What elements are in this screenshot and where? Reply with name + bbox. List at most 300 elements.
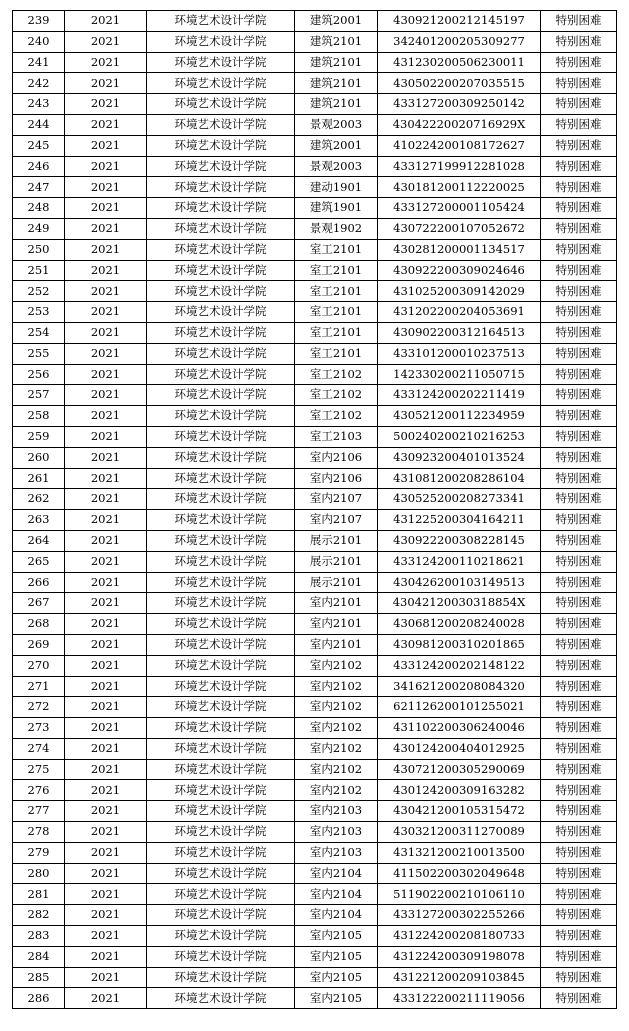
difficulty-level-cell: 特别困难	[541, 634, 617, 655]
difficulty-level-cell: 特别困难	[541, 655, 617, 676]
class-cell: 室工2102	[295, 385, 378, 406]
row-number-cell: 284	[13, 946, 65, 967]
year-cell: 2021	[65, 198, 147, 219]
college-cell: 环境艺术设计学院	[147, 302, 295, 323]
table-row	[13, 655, 617, 676]
row-number-cell: 275	[13, 759, 65, 780]
year-cell: 2021	[65, 218, 147, 239]
row-number-cell: 286	[13, 988, 65, 1009]
college-cell: 环境艺术设计学院	[147, 697, 295, 718]
difficulty-level-cell: 特别困难	[541, 52, 617, 73]
college-cell: 环境艺术设计学院	[147, 946, 295, 967]
college-cell: 环境艺术设计学院	[147, 198, 295, 219]
row-number-cell: 241	[13, 52, 65, 73]
college-cell: 环境艺术设计学院	[147, 926, 295, 947]
row-number-cell: 257	[13, 385, 65, 406]
year-cell: 2021	[65, 73, 147, 94]
class-cell: 室工2101	[295, 281, 378, 302]
year-cell: 2021	[65, 11, 147, 32]
class-cell: 室工2103	[295, 426, 378, 447]
row-number-cell: 246	[13, 156, 65, 177]
college-cell: 环境艺术设计学院	[147, 593, 295, 614]
id-number-cell: 430902200312164513	[378, 322, 541, 343]
college-cell: 环境艺术设计学院	[147, 634, 295, 655]
college-cell: 环境艺术设计学院	[147, 156, 295, 177]
id-number-cell: 430124200404012925	[378, 738, 541, 759]
year-cell: 2021	[65, 343, 147, 364]
table-row	[13, 177, 617, 198]
class-cell: 室工2101	[295, 302, 378, 323]
row-number-cell: 251	[13, 260, 65, 281]
class-cell: 室内2101	[295, 634, 378, 655]
difficulty-level-cell: 特别困难	[541, 905, 617, 926]
year-cell: 2021	[65, 572, 147, 593]
id-number-cell: 431321200210013500	[378, 842, 541, 863]
table-row	[13, 510, 617, 531]
class-cell: 室工2101	[295, 239, 378, 260]
college-cell: 环境艺术设计学院	[147, 530, 295, 551]
class-cell: 建筑1901	[295, 198, 378, 219]
college-cell: 环境艺术设计学院	[147, 759, 295, 780]
class-cell: 室内2101	[295, 614, 378, 635]
class-cell: 室工2102	[295, 406, 378, 427]
year-cell: 2021	[65, 489, 147, 510]
difficulty-level-cell: 特别困难	[541, 364, 617, 385]
row-number-cell: 273	[13, 718, 65, 739]
table-row	[13, 385, 617, 406]
college-cell: 环境艺术设计学院	[147, 426, 295, 447]
year-cell: 2021	[65, 634, 147, 655]
row-number-cell: 253	[13, 302, 65, 323]
college-cell: 环境艺术设计学院	[147, 177, 295, 198]
difficulty-level-cell: 特别困难	[541, 302, 617, 323]
table-row	[13, 551, 617, 572]
row-number-cell: 274	[13, 738, 65, 759]
id-number-cell: 433127200309250142	[378, 94, 541, 115]
college-cell: 环境艺术设计学院	[147, 884, 295, 905]
year-cell: 2021	[65, 156, 147, 177]
table-row	[13, 697, 617, 718]
table-row	[13, 31, 617, 52]
year-cell: 2021	[65, 718, 147, 739]
table-row	[13, 926, 617, 947]
id-number-cell: 433127199912281028	[378, 156, 541, 177]
row-number-cell: 278	[13, 822, 65, 843]
row-number-cell: 260	[13, 447, 65, 468]
row-number-cell: 271	[13, 676, 65, 697]
student-roster-table	[12, 10, 617, 1009]
difficulty-level-cell: 特别困难	[541, 551, 617, 572]
class-cell: 展示2101	[295, 530, 378, 551]
id-number-cell: 430124200309163282	[378, 780, 541, 801]
row-number-cell: 258	[13, 406, 65, 427]
year-cell: 2021	[65, 863, 147, 884]
id-number-cell: 431221200209103845	[378, 967, 541, 988]
year-cell: 2021	[65, 447, 147, 468]
difficulty-level-cell: 特别困难	[541, 281, 617, 302]
college-cell: 环境艺术设计学院	[147, 551, 295, 572]
class-cell: 室内2105	[295, 926, 378, 947]
year-cell: 2021	[65, 676, 147, 697]
difficulty-level-cell: 特别困难	[541, 697, 617, 718]
difficulty-level-cell: 特别困难	[541, 11, 617, 32]
table-row	[13, 156, 617, 177]
id-number-cell: 430923200401013524	[378, 447, 541, 468]
class-cell: 室内2104	[295, 905, 378, 926]
college-cell: 环境艺术设计学院	[147, 842, 295, 863]
difficulty-level-cell: 特别困难	[541, 73, 617, 94]
year-cell: 2021	[65, 530, 147, 551]
college-cell: 环境艺术设计学院	[147, 718, 295, 739]
id-number-cell: 430281200001134517	[378, 239, 541, 260]
year-cell: 2021	[65, 135, 147, 156]
class-cell: 建筑2001	[295, 135, 378, 156]
year-cell: 2021	[65, 260, 147, 281]
table-row	[13, 967, 617, 988]
table-row	[13, 198, 617, 219]
table-row	[13, 73, 617, 94]
difficulty-level-cell: 特别困难	[541, 322, 617, 343]
difficulty-level-cell: 特别困难	[541, 926, 617, 947]
college-cell: 环境艺术设计学院	[147, 322, 295, 343]
difficulty-level-cell: 特别困难	[541, 884, 617, 905]
college-cell: 环境艺术设计学院	[147, 676, 295, 697]
difficulty-level-cell: 特别困难	[541, 343, 617, 364]
id-number-cell: 430921200212145197	[378, 11, 541, 32]
difficulty-level-cell: 特别困难	[541, 530, 617, 551]
id-number-cell: 430181200112220025	[378, 177, 541, 198]
table-row	[13, 988, 617, 1009]
college-cell: 环境艺术设计学院	[147, 281, 295, 302]
table-row	[13, 593, 617, 614]
difficulty-level-cell: 特别困难	[541, 718, 617, 739]
difficulty-level-cell: 特别困难	[541, 946, 617, 967]
id-number-cell: 341621200208084320	[378, 676, 541, 697]
table-row	[13, 822, 617, 843]
id-number-cell: 43042120030318854X	[378, 593, 541, 614]
college-cell: 环境艺术设计学院	[147, 988, 295, 1009]
difficulty-level-cell: 特别困难	[541, 260, 617, 281]
id-number-cell: 142330200211050715	[378, 364, 541, 385]
difficulty-level-cell: 特别困难	[541, 218, 617, 239]
year-cell: 2021	[65, 114, 147, 135]
class-cell: 室内2104	[295, 863, 378, 884]
college-cell: 环境艺术设计学院	[147, 343, 295, 364]
table-row	[13, 884, 617, 905]
class-cell: 室内2104	[295, 884, 378, 905]
id-number-cell: 430681200208240028	[378, 614, 541, 635]
id-number-cell: 433101200010237513	[378, 343, 541, 364]
class-cell: 建筑2101	[295, 73, 378, 94]
row-number-cell: 279	[13, 842, 65, 863]
class-cell: 室内2102	[295, 780, 378, 801]
year-cell: 2021	[65, 780, 147, 801]
difficulty-level-cell: 特别困难	[541, 614, 617, 635]
id-number-cell: 431081200208286104	[378, 468, 541, 489]
id-number-cell: 500240200210216253	[378, 426, 541, 447]
class-cell: 景观1902	[295, 218, 378, 239]
class-cell: 建筑2101	[295, 94, 378, 115]
row-number-cell: 242	[13, 73, 65, 94]
year-cell: 2021	[65, 31, 147, 52]
id-number-cell: 430502200207035515	[378, 73, 541, 94]
row-number-cell: 255	[13, 343, 65, 364]
difficulty-level-cell: 特别困难	[541, 780, 617, 801]
id-number-cell: 433122200211119056	[378, 988, 541, 1009]
difficulty-level-cell: 特别困难	[541, 94, 617, 115]
year-cell: 2021	[65, 967, 147, 988]
table-row	[13, 260, 617, 281]
difficulty-level-cell: 特别困难	[541, 822, 617, 843]
difficulty-level-cell: 特别困难	[541, 988, 617, 1009]
college-cell: 环境艺术设计学院	[147, 406, 295, 427]
class-cell: 室内2105	[295, 946, 378, 967]
difficulty-level-cell: 特别困难	[541, 135, 617, 156]
year-cell: 2021	[65, 281, 147, 302]
class-cell: 室工2101	[295, 343, 378, 364]
id-number-cell: 433124200202148122	[378, 655, 541, 676]
id-number-cell: 430421200105315472	[378, 801, 541, 822]
college-cell: 环境艺术设计学院	[147, 863, 295, 884]
class-cell: 展示2101	[295, 572, 378, 593]
table-row	[13, 634, 617, 655]
row-number-cell: 239	[13, 11, 65, 32]
class-cell: 室内2102	[295, 759, 378, 780]
class-cell: 室内2106	[295, 447, 378, 468]
college-cell: 环境艺术设计学院	[147, 655, 295, 676]
college-cell: 环境艺术设计学院	[147, 52, 295, 73]
row-number-cell: 277	[13, 801, 65, 822]
difficulty-level-cell: 特别困难	[541, 801, 617, 822]
difficulty-level-cell: 特别困难	[541, 426, 617, 447]
row-number-cell: 282	[13, 905, 65, 926]
row-number-cell: 269	[13, 634, 65, 655]
year-cell: 2021	[65, 759, 147, 780]
difficulty-level-cell: 特别困难	[541, 489, 617, 510]
college-cell: 环境艺术设计学院	[147, 218, 295, 239]
id-number-cell: 411502200302049648	[378, 863, 541, 884]
difficulty-level-cell: 特别困难	[541, 114, 617, 135]
row-number-cell: 254	[13, 322, 65, 343]
table-row	[13, 343, 617, 364]
year-cell: 2021	[65, 655, 147, 676]
row-number-cell: 245	[13, 135, 65, 156]
year-cell: 2021	[65, 842, 147, 863]
year-cell: 2021	[65, 905, 147, 926]
row-number-cell: 240	[13, 31, 65, 52]
id-number-cell: 430722200107052672	[378, 218, 541, 239]
table-row	[13, 718, 617, 739]
class-cell: 室内2103	[295, 801, 378, 822]
table-row	[13, 842, 617, 863]
id-number-cell: 430721200305290069	[378, 759, 541, 780]
table-row	[13, 302, 617, 323]
table-row	[13, 759, 617, 780]
college-cell: 环境艺术设计学院	[147, 489, 295, 510]
id-number-cell: 430922200309024646	[378, 260, 541, 281]
row-number-cell: 265	[13, 551, 65, 572]
class-cell: 室工2101	[295, 260, 378, 281]
table-row	[13, 738, 617, 759]
college-cell: 环境艺术设计学院	[147, 447, 295, 468]
row-number-cell: 263	[13, 510, 65, 531]
class-cell: 展示2101	[295, 551, 378, 572]
college-cell: 环境艺术设计学院	[147, 73, 295, 94]
college-cell: 环境艺术设计学院	[147, 822, 295, 843]
difficulty-level-cell: 特别困难	[541, 593, 617, 614]
year-cell: 2021	[65, 614, 147, 635]
class-cell: 室内2103	[295, 842, 378, 863]
college-cell: 环境艺术设计学院	[147, 468, 295, 489]
table-row	[13, 94, 617, 115]
year-cell: 2021	[65, 426, 147, 447]
class-cell: 建筑2101	[295, 52, 378, 73]
difficulty-level-cell: 特别困难	[541, 863, 617, 884]
class-cell: 景观2003	[295, 156, 378, 177]
row-number-cell: 264	[13, 530, 65, 551]
id-number-cell: 433127200302255266	[378, 905, 541, 926]
id-number-cell: 430521200112234959	[378, 406, 541, 427]
table-row	[13, 135, 617, 156]
table-row	[13, 364, 617, 385]
row-number-cell: 267	[13, 593, 65, 614]
year-cell: 2021	[65, 322, 147, 343]
year-cell: 2021	[65, 926, 147, 947]
difficulty-level-cell: 特别困难	[541, 842, 617, 863]
table-row	[13, 614, 617, 635]
difficulty-level-cell: 特别困难	[541, 447, 617, 468]
year-cell: 2021	[65, 302, 147, 323]
college-cell: 环境艺术设计学院	[147, 572, 295, 593]
college-cell: 环境艺术设计学院	[147, 94, 295, 115]
class-cell: 室内2102	[295, 676, 378, 697]
table-row	[13, 676, 617, 697]
difficulty-level-cell: 特别困难	[541, 759, 617, 780]
table-row	[13, 322, 617, 343]
class-cell: 室内2107	[295, 489, 378, 510]
difficulty-level-cell: 特别困难	[541, 406, 617, 427]
college-cell: 环境艺术设计学院	[147, 239, 295, 260]
table-row	[13, 468, 617, 489]
college-cell: 环境艺术设计学院	[147, 114, 295, 135]
college-cell: 环境艺术设计学院	[147, 614, 295, 635]
difficulty-level-cell: 特别困难	[541, 385, 617, 406]
row-number-cell: 268	[13, 614, 65, 635]
table-row	[13, 281, 617, 302]
difficulty-level-cell: 特别困难	[541, 239, 617, 260]
id-number-cell: 410224200108172627	[378, 135, 541, 156]
class-cell: 建动1901	[295, 177, 378, 198]
class-cell: 室内2102	[295, 697, 378, 718]
row-number-cell: 249	[13, 218, 65, 239]
class-cell: 室内2103	[295, 822, 378, 843]
id-number-cell: 342401200205309277	[378, 31, 541, 52]
row-number-cell: 256	[13, 364, 65, 385]
row-number-cell: 261	[13, 468, 65, 489]
year-cell: 2021	[65, 551, 147, 572]
table-row	[13, 780, 617, 801]
class-cell: 室内2105	[295, 967, 378, 988]
row-number-cell: 244	[13, 114, 65, 135]
year-cell: 2021	[65, 884, 147, 905]
table-row	[13, 11, 617, 32]
difficulty-level-cell: 特别困难	[541, 572, 617, 593]
id-number-cell: 433124200202211419	[378, 385, 541, 406]
difficulty-level-cell: 特别困难	[541, 510, 617, 531]
id-number-cell: 431102200306240046	[378, 718, 541, 739]
difficulty-level-cell: 特别困难	[541, 31, 617, 52]
college-cell: 环境艺术设计学院	[147, 260, 295, 281]
difficulty-level-cell: 特别困难	[541, 177, 617, 198]
year-cell: 2021	[65, 822, 147, 843]
difficulty-level-cell: 特别困难	[541, 468, 617, 489]
year-cell: 2021	[65, 593, 147, 614]
id-number-cell: 430981200310201865	[378, 634, 541, 655]
id-number-cell: 43042220020716929X	[378, 114, 541, 135]
table-row	[13, 218, 617, 239]
college-cell: 环境艺术设计学院	[147, 385, 295, 406]
id-number-cell: 433124200110218621	[378, 551, 541, 572]
id-number-cell: 431202200204053691	[378, 302, 541, 323]
college-cell: 环境艺术设计学院	[147, 11, 295, 32]
year-cell: 2021	[65, 510, 147, 531]
class-cell: 室工2101	[295, 322, 378, 343]
year-cell: 2021	[65, 946, 147, 967]
table-row	[13, 572, 617, 593]
id-number-cell: 431224200309198078	[378, 946, 541, 967]
college-cell: 环境艺术设计学院	[147, 510, 295, 531]
row-number-cell: 262	[13, 489, 65, 510]
year-cell: 2021	[65, 468, 147, 489]
row-number-cell: 248	[13, 198, 65, 219]
id-number-cell: 431225200304164211	[378, 510, 541, 531]
difficulty-level-cell: 特别困难	[541, 967, 617, 988]
table-row	[13, 406, 617, 427]
id-number-cell: 431230200506230011	[378, 52, 541, 73]
class-cell: 建筑2001	[295, 11, 378, 32]
row-number-cell: 243	[13, 94, 65, 115]
class-cell: 室内2101	[295, 593, 378, 614]
id-number-cell: 430321200311270089	[378, 822, 541, 843]
row-number-cell: 272	[13, 697, 65, 718]
year-cell: 2021	[65, 385, 147, 406]
table-row	[13, 114, 617, 135]
class-cell: 室内2102	[295, 718, 378, 739]
year-cell: 2021	[65, 801, 147, 822]
roster-body	[13, 11, 617, 1009]
college-cell: 环境艺术设计学院	[147, 801, 295, 822]
row-number-cell: 283	[13, 926, 65, 947]
id-number-cell: 621126200101255021	[378, 697, 541, 718]
year-cell: 2021	[65, 364, 147, 385]
row-number-cell: 281	[13, 884, 65, 905]
id-number-cell: 430922200308228145	[378, 530, 541, 551]
id-number-cell: 430525200208273341	[378, 489, 541, 510]
college-cell: 环境艺术设计学院	[147, 364, 295, 385]
class-cell: 室内2105	[295, 988, 378, 1009]
college-cell: 环境艺术设计学院	[147, 905, 295, 926]
id-number-cell: 431025200309142029	[378, 281, 541, 302]
difficulty-level-cell: 特别困难	[541, 156, 617, 177]
table-row	[13, 801, 617, 822]
year-cell: 2021	[65, 239, 147, 260]
row-number-cell: 259	[13, 426, 65, 447]
difficulty-level-cell: 特别困难	[541, 676, 617, 697]
class-cell: 室工2102	[295, 364, 378, 385]
college-cell: 环境艺术设计学院	[147, 967, 295, 988]
table-row	[13, 863, 617, 884]
college-cell: 环境艺术设计学院	[147, 780, 295, 801]
